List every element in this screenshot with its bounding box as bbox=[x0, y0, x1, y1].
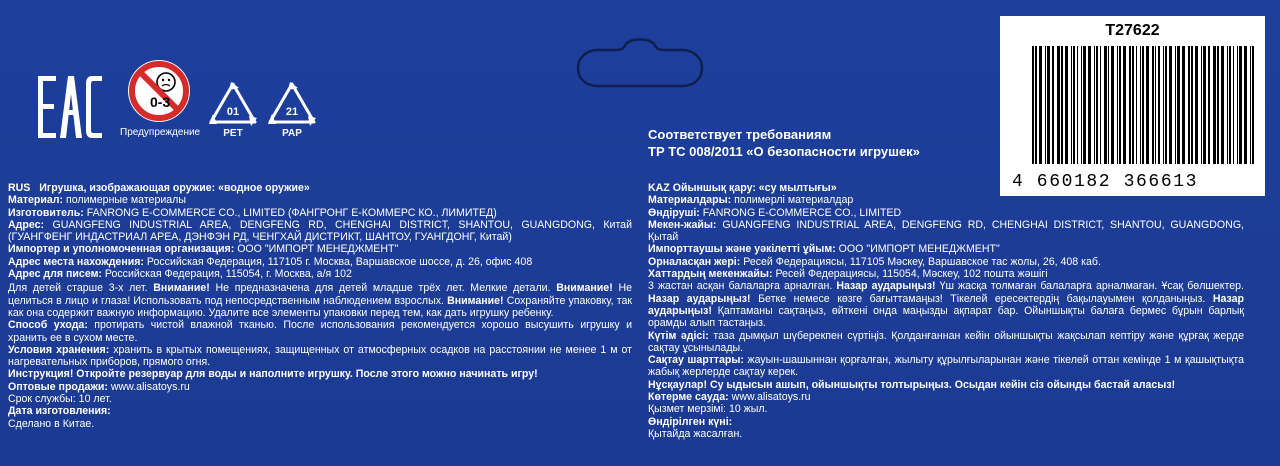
kaz-made-in: Қытайда жасалған. bbox=[648, 427, 743, 440]
barcode-bar bbox=[1065, 46, 1068, 164]
barcode-bar bbox=[1233, 46, 1234, 164]
barcode-bar bbox=[1163, 46, 1164, 164]
rus-material-value: полимерные материалы bbox=[66, 194, 186, 207]
recycle-label-pap: PAP bbox=[282, 128, 302, 139]
kaz-service-life: Қызмет мерзімі: 10 жыл. bbox=[648, 403, 768, 416]
recycle-pap-icon bbox=[264, 80, 320, 140]
kaz-warning-3: Қаптаманы сақтаңыз, өйткені онда маңызды ақпарат бар. Ойыншықты балаға бермес бұрын барлық орамды алып тастаңыз. bbox=[648, 304, 1244, 330]
barcode-label bbox=[1000, 16, 1265, 196]
rus-attention-1: Внимание! bbox=[153, 282, 210, 295]
kaz-address-value: GUANGFENG INDUSTRIAL AREA, DENGFENG RD, CHENGHAI DISTRICT, SHANTOU, GUANGDONG, Қытай bbox=[648, 218, 1244, 244]
kaz-storage-key: Сақтау шарттары: bbox=[648, 354, 744, 367]
barcode-bar bbox=[1071, 46, 1072, 164]
rus-maker-value: FANRONG E-COMMERCE CO., LIMITED (ФАНГРОНГ Е-КОММЕРС КО., ЛИМИТЕД) bbox=[86, 206, 497, 219]
barcode-bar bbox=[1244, 46, 1247, 164]
rus-warning-3: Сохраняйте упаковку, так как она содержит важную информацию. Удалите все элементы упаковки перед тем, как дать игрушку ребенку. bbox=[8, 294, 632, 319]
barcode-bar bbox=[1132, 46, 1134, 164]
barcode-bar bbox=[1045, 46, 1046, 164]
rus-wholesale-key: Оптовые продажи: bbox=[8, 380, 108, 393]
barcode-bar bbox=[1175, 46, 1176, 164]
kaz-location-key: Орналасқан жері: bbox=[648, 255, 741, 268]
barcode-bar bbox=[1136, 46, 1137, 164]
kaz-material-value: полимерлі материалдар bbox=[734, 194, 854, 207]
kaz-warning-2: Бетке немесе көзге бағыттамаңыз! Тікелей ересектердің бақылауымен қолданыңыз. bbox=[758, 292, 1206, 305]
kaz-instruction: Нұсқаулар! Су ыдысын ашып, ойыншықты толтырыңыз. Осыдан кейін сіз ойынды бастай аласыз! bbox=[648, 378, 1176, 391]
barcode-bar bbox=[1191, 46, 1193, 164]
rus-lang-code: RUS bbox=[8, 182, 31, 194]
kaz-wholesale-key: Көтерме сауда: bbox=[648, 391, 729, 404]
barcode-bar bbox=[1203, 46, 1206, 164]
recycle-code-01: 01 bbox=[226, 106, 240, 118]
age-warning-icon bbox=[126, 58, 192, 124]
kaz-wholesale-link: www.alisatoys.ru bbox=[731, 391, 811, 404]
rus-info-block bbox=[8, 182, 632, 430]
kaz-attention-3: Назар аударыңыз! bbox=[648, 292, 1244, 317]
rus-material-key: Материал: bbox=[8, 194, 64, 207]
kaz-date-key: Өндірілген күні: bbox=[648, 415, 733, 428]
kaz-attention-2: Назар аударыңыз! bbox=[648, 292, 751, 305]
barcode-bar bbox=[1250, 46, 1251, 164]
barcode-bar bbox=[1229, 46, 1231, 164]
barcode-bar bbox=[1227, 46, 1228, 164]
rus-instruction: Инструкция! Откройте резервуар для воды и наполните игрушку. После этого можно начинать игру! bbox=[8, 368, 538, 381]
barcode-bar bbox=[1208, 46, 1210, 164]
barcode-bar bbox=[1142, 46, 1144, 164]
rus-storage-value: хранить в крытых помещениях, защищенных от атмосферных осадков на расстоянии не менее 1 м от нагревательных приборов, прямого огня. bbox=[8, 343, 632, 369]
barcode-bar bbox=[1052, 46, 1054, 164]
barcode-bar bbox=[1077, 46, 1078, 164]
rus-age-note: Для детей старше 3-х лет. bbox=[8, 282, 148, 295]
rus-title: Игрушка, изображающая оружие: «водное оружие» bbox=[39, 182, 310, 194]
barcode-bar bbox=[1239, 46, 1242, 164]
rus-storage-key: Условия хранения: bbox=[8, 343, 110, 356]
barcode-bar bbox=[1117, 46, 1118, 164]
barcode-bar bbox=[1155, 46, 1156, 164]
barcode-bar bbox=[1096, 46, 1098, 164]
kaz-lang-code: KAZ bbox=[648, 182, 670, 194]
barcode-bar bbox=[1073, 46, 1075, 164]
barcode-bar bbox=[1182, 46, 1185, 164]
kaz-age-note: 3 жастан асқан балаларға арналған. bbox=[648, 280, 833, 293]
rus-date-key: Дата изготовления: bbox=[8, 405, 111, 418]
barcode-bar bbox=[1140, 46, 1141, 164]
kaz-attention-1: Назар аударыңыз! bbox=[836, 280, 936, 293]
rus-care-key: Способ ухода: bbox=[8, 319, 88, 332]
barcode-bar bbox=[1158, 46, 1160, 164]
rus-mail-key: Адрес для писем: bbox=[8, 268, 102, 281]
rus-maker-key: Изготовитель: bbox=[8, 206, 84, 219]
barcode-bar bbox=[1108, 46, 1109, 164]
recycle-code-21: 21 bbox=[285, 106, 299, 118]
conformity-statement bbox=[648, 126, 920, 160]
kaz-storage-value: жауын-шашыннан қорғалған, жылыту құрылғыларынан және тікелей оттан кемінде 1 м қашықтықта жабық жерлерде сақтау керек. bbox=[648, 354, 1244, 379]
barcode-bar bbox=[1169, 46, 1172, 164]
barcode-number: 4 660182 366613 bbox=[1012, 172, 1199, 192]
rus-care-value: протирать чистой влажной тканью. После использования рекомендуется хорошо высушить игрушку и хранить ее в сухом месте. bbox=[8, 319, 632, 344]
barcode-bar bbox=[1221, 46, 1224, 164]
rus-address-value: GUANGFENG INDUSTRIAL AREA, DENGFENG RD, CHENGHAI DISTRICT, SHANTOU, GUANGDONG, Китай (ГУАНГФЕНГ ИНДАСТРИАЛ АРЕА, ДЭНФЭН РД, ЧЕНГХАЙ ДИСТРИКТ, ШАНТОУ, ГУАНГДОНГ, Китай) bbox=[8, 218, 632, 244]
kaz-maker-key: Өндіруші: bbox=[648, 206, 700, 219]
barcode-bar bbox=[1057, 46, 1060, 164]
article-number: T27622 bbox=[1105, 22, 1160, 39]
barcode-bar bbox=[1094, 46, 1095, 164]
barcode-bar bbox=[1146, 46, 1149, 164]
recycle-label-pet: PET bbox=[223, 128, 243, 139]
kaz-importer-key: Импорттаушы және уәкілетті ұйым: bbox=[648, 243, 836, 256]
barcode-bar bbox=[1100, 46, 1101, 164]
kaz-location-value: Ресей Федерациясы, 117105 Мәскеу, Варшавское тас жолы, 26, 408 каб. bbox=[743, 255, 1101, 268]
hang-tab-outline bbox=[576, 38, 704, 88]
barcode-bar bbox=[1152, 46, 1154, 164]
kaz-care-value: таза дымқыл шүберекпен сүртіңіз. Қолданғаннан кейін ойыншықты жақсылап кептіру және құрғақ жерде сақтау ұсынылады. bbox=[648, 329, 1244, 354]
kaz-mail-value: Ресей Федерациясы, 115054, Мәскеу, 102 пошта жәшігі bbox=[775, 268, 1048, 281]
kaz-address-key: Мекен-жайы: bbox=[648, 218, 717, 231]
rus-location-key: Адрес места нахождения: bbox=[8, 255, 144, 268]
barcode-bar bbox=[1123, 46, 1126, 164]
kaz-mail-key: Хаттардың мекенжайы: bbox=[648, 268, 773, 281]
barcode-bars bbox=[1032, 46, 1257, 164]
barcode-bar bbox=[1111, 46, 1114, 164]
rus-warning-2: Не целиться в лицо и глаза! Использовать под непосредственным наблюдением взрослых. bbox=[8, 282, 632, 307]
barcode-bar bbox=[1119, 46, 1121, 164]
rus-importer-key: Импортер и уполномоченная организация: bbox=[8, 243, 235, 256]
barcode-bar bbox=[1177, 46, 1180, 164]
rus-location-value: Российская Федерация, 117105 г. Москва, Варшавское шоссе, д. 26, офис 408 bbox=[146, 255, 533, 268]
barcode-bar bbox=[1217, 46, 1219, 164]
rus-mail-value: Российская Федерация, 115054, г. Москва, а/я 102 bbox=[104, 268, 352, 281]
kaz-warning-1: Үш жасқа толмаған балаларға арналмаған. Ұсақ бөлшектер. bbox=[939, 280, 1244, 293]
barcode-bar bbox=[1195, 46, 1198, 164]
barcode-bar bbox=[1047, 46, 1050, 164]
barcode-bar bbox=[1188, 46, 1190, 164]
kaz-maker-value: FANRONG E-COMMERCE CO., LIMITED bbox=[702, 206, 902, 219]
rus-attention-2: Внимание! bbox=[556, 282, 613, 295]
recycle-pet-icon bbox=[205, 80, 261, 140]
kaz-material-key: Материалдары: bbox=[648, 194, 732, 207]
rus-warning-1: Не предназначена для детей младше трёх лет. Мелкие детали. bbox=[215, 282, 551, 295]
rus-wholesale-link: www.alisatoys.ru bbox=[110, 380, 190, 393]
kaz-care-key: Күтім әдісі: bbox=[648, 329, 709, 342]
eac-logo bbox=[38, 76, 104, 138]
barcode-bar bbox=[1088, 46, 1091, 164]
barcode-bar bbox=[1165, 46, 1167, 164]
conformity-line-2: ТР ТС 008/2011 «О безопасности игрушек» bbox=[648, 144, 920, 159]
barcode-bar bbox=[1237, 46, 1238, 164]
conformity-line-1: Соответствует требованиям bbox=[648, 127, 832, 142]
barcode-bar bbox=[1039, 46, 1042, 164]
barcode-bar bbox=[1252, 46, 1254, 164]
warning-label: Предупреждение bbox=[120, 127, 201, 138]
barcode-bar bbox=[1081, 46, 1082, 164]
rus-attention-3: Внимание! bbox=[447, 294, 504, 307]
age-range-text: 0-3 bbox=[150, 94, 171, 110]
barcode-bar bbox=[1213, 46, 1216, 164]
kaz-info-block bbox=[648, 182, 1244, 440]
kaz-importer-value: ООО "ИМПОРТ МЕНЕДЖМЕНТ" bbox=[838, 243, 1000, 256]
barcode-bar bbox=[1061, 46, 1063, 164]
barcode-bar bbox=[1201, 46, 1202, 164]
rus-service-life: Срок службы: 10 лет. bbox=[8, 393, 112, 406]
kaz-title: Ойыншық қару: «су мылтығы» bbox=[672, 182, 837, 194]
rus-made-in: Сделано в Китае. bbox=[8, 417, 95, 430]
barcode-bar bbox=[1104, 46, 1107, 164]
rus-address-key: Адрес: bbox=[8, 218, 45, 231]
barcode-bar bbox=[1083, 46, 1086, 164]
barcode-bar bbox=[1035, 46, 1037, 164]
barcode-bar bbox=[1032, 46, 1034, 164]
barcode-bar bbox=[1129, 46, 1131, 164]
rus-importer-value: ООО "ИМПОРТ МЕНЕДЖМЕНТ" bbox=[237, 243, 399, 256]
